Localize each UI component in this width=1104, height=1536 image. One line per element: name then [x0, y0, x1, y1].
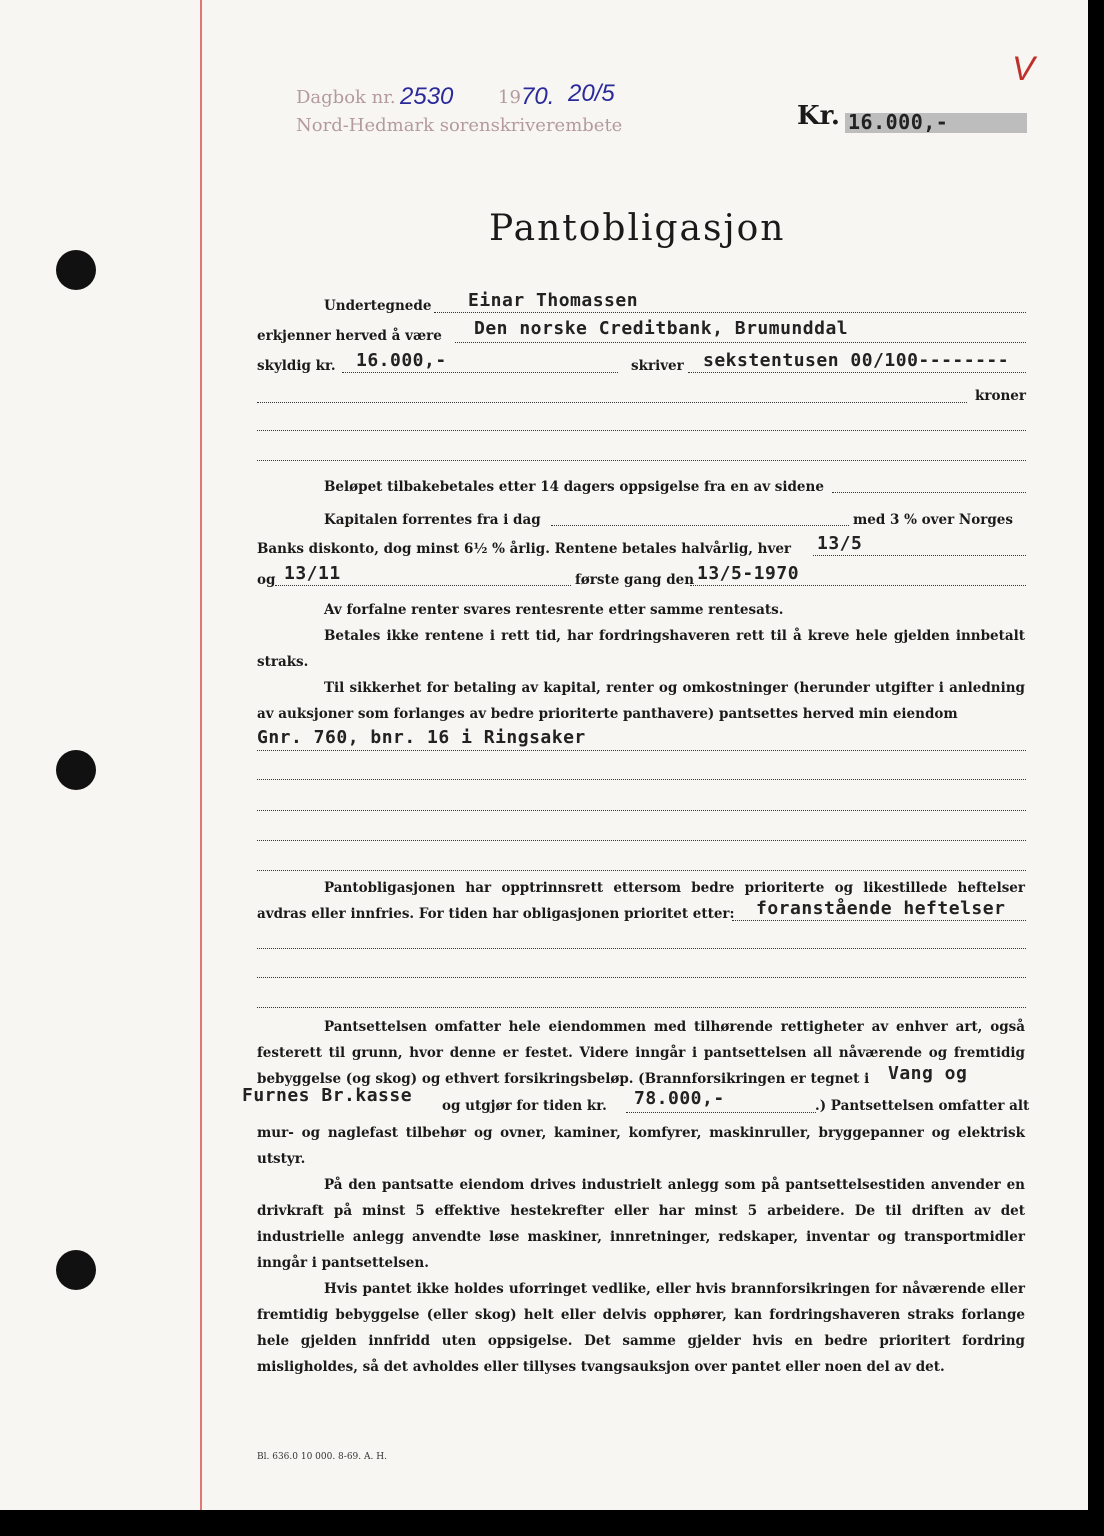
interest-line1-a: Kapitalen forrentes fra i dag	[324, 512, 541, 528]
stamp-date: 20/5	[568, 80, 615, 107]
skyldig-value: 16.000,-	[356, 350, 447, 371]
dotted-line	[257, 977, 1026, 978]
dotted-line	[257, 402, 967, 403]
dotted-line	[626, 1112, 816, 1113]
forste-gang-value: 13/5-1970	[697, 563, 800, 584]
paragraph-omfatter-c: mur- og naglefast tilbehør og ovner, kaminer, komfyrer, maskinruller, bryggepanner og elektrisk utstyr. På den pantsatte eiendom drives industrielt anlegg som på pantsettelsestiden anvender en drivkraft på minst 5 effektive hestekrefter eller har minst 5 arbeidere. De til driften av det industrielle anlegg anvendte løse maskiner, innretninger, redskaper, inventar og transportmidler inngår i pantsettelsen. Hvis pantet ikke holdes uforringet vedlike, eller hvis brannforsikringen for nåværende eller fremtidig bebyggelse (eller skog) helt eller delvis opphører, kan fordringshaveren straks forlange hele gjelden innfridd uten oppsigelse. Det samme gjelder hvis en bedre prioritert fordring misligholdes, så det avholdes eller tillyses tvangsauksjon over pantet eller noen del av det.	[257, 1120, 1025, 1380]
dagbok-label: Dagbok nr.	[296, 87, 396, 108]
kroner-label: kroner	[975, 388, 1026, 404]
dagbok-number: 2530	[400, 83, 454, 110]
interest-line1-b: med 3 % over Norges	[853, 512, 1013, 528]
interest-line2: Banks diskonto, dog minst 6½ % årlig. Rentene betales halvårlig, hver	[257, 541, 792, 557]
insurer-a: Vang og	[888, 1063, 968, 1084]
paragraph-vedlike: Hvis pantet ikke holdes uforringet vedlike, eller hvis brannforsikringen for nåværende eller fremtidig bebyggelse (eller skog) helt eller delvis opphører, kan fordringshaveren straks forlange hele gjelden innfridd uten oppsigelse. Det samme gjelder hvis en bedre prioritert fordring misligholdes, så det avholdes eller tillyses tvangsauksjon over pantet eller noen del av det.	[257, 1281, 1025, 1375]
paragraph-betales: Betales ikke rentene i rett tid, har fordringshaveren rett til å kreve hele gjelden innbetalt straks.	[257, 628, 1025, 670]
page-title: Pantobligasjon	[489, 208, 786, 249]
erkjenner-value: Den norske Creditbank, Brumunddal	[474, 318, 849, 339]
amount-label: Kr.	[797, 101, 840, 131]
punch-hole	[56, 250, 96, 290]
dotted-line	[275, 585, 571, 586]
check-mark: V	[1012, 50, 1035, 88]
dotted-line	[257, 810, 1026, 811]
dotted-line	[257, 779, 1026, 780]
dotted-line	[832, 492, 1026, 493]
omfatter-b: .) Pantsettelsen omfatter alt	[815, 1098, 1030, 1114]
og-label: og	[257, 572, 276, 588]
paragraph-omfatter: Pantsettelsen omfatter hele eiendommen med tilhørende rettigheter av enhver art, også festerett til grunn, hvor denne er festet. Videre inngår i pantsettelsen all nåværende og fremtidig bebyggelse (og skog) og ethvert forsikringsbeløp. (Brannforsikringen er tegnet i	[257, 1019, 1025, 1087]
dotted-line	[257, 840, 1026, 841]
utgjor-label: og utgjør for tiden kr.	[442, 1098, 607, 1114]
interest-date2: 13/11	[284, 563, 341, 584]
dotted-line	[257, 870, 1026, 871]
dotted-line	[257, 1007, 1026, 1008]
dotted-line	[257, 948, 1026, 949]
undertegnede-value: Einar Thomassen	[468, 290, 639, 311]
dotted-line	[732, 920, 1026, 921]
skyldig-label: skyldig kr.	[257, 358, 336, 374]
dotted-line	[813, 555, 1026, 556]
insurer-b: Furnes Br.kasse	[242, 1085, 413, 1106]
year-suffix: 70.	[521, 83, 555, 110]
margin-line	[200, 0, 202, 1510]
utgjor-value: 78.000,-	[634, 1088, 725, 1109]
property-value: Gnr. 760, bnr. 16 i Ringsaker	[257, 727, 586, 748]
dotted-line	[342, 372, 618, 373]
paragraph-opptrinn: Pantobligasjonen har opptrinnsrett ettersom bedre prioriterte og likestillede heftelser avdras eller innfries. For tiden har obligasjonen prioritet etter:	[257, 880, 1025, 922]
interest-date1: 13/5	[817, 533, 863, 554]
forste-gang-label: første gang den	[575, 572, 695, 588]
dotted-line	[688, 372, 1026, 373]
dotted-line	[455, 342, 1026, 343]
paragraph-renter: Av forfalne renter svares rentesrente etter samme rentesats. Betales ikke rentene i rett tid, har fordringshaveren rett til å kreve hele gjelden innbetalt straks. Til sikkerhet for betaling av kapital, renter og omkostninger (herunder utgifter i anledning av auksjoner som forlanges av bedre prioriterte panthavere) pantsettes herved min eiendom	[257, 597, 1025, 727]
amount-value: 16.000,-	[848, 110, 949, 134]
punch-hole	[56, 750, 96, 790]
dotted-line	[257, 750, 1026, 751]
opptrinn-value: foranstående heftelser	[756, 898, 1006, 919]
erkjenner-label: erkjenner herved å være	[257, 328, 442, 344]
paragraph-industri: På den pantsatte eiendom drives industrielt anlegg som på pantsettelsestiden anvender en drivkraft på minst 5 effektive hestekrefter eller har minst 5 arbeidere. De til driften av det industrielle anlegg anvendte løse maskiner, innretninger, redskaper, inventar og transportmidler inngår i pantsettelsen.	[257, 1177, 1025, 1271]
year-prefix: 19	[498, 87, 521, 108]
dotted-line	[690, 585, 1026, 586]
repayment-text: Beløpet tilbakebetales etter 14 dagers oppsigelse fra en av sidene	[324, 479, 824, 495]
dotted-line	[434, 312, 1026, 313]
skriver-label: skriver	[631, 358, 684, 374]
dotted-line	[551, 525, 849, 526]
dotted-line	[257, 460, 1026, 461]
office-name: Nord-Hedmark sorenskriverembete	[296, 115, 623, 136]
skriver-value: sekstentusen 00/100--------	[703, 350, 1010, 371]
dotted-line	[257, 430, 1026, 431]
undertegnede-label: Undertegnede	[324, 298, 432, 314]
punch-hole	[56, 1250, 96, 1290]
paragraph-sikkerhet: Til sikkerhet for betaling av kapital, renter og omkostninger (herunder utgifter i anledning av auksjoner som forlanges av bedre prioriterte panthavere) pantsettes herved min eiendom	[257, 680, 1025, 722]
form-code: Bl. 636.0 10 000. 8-69. A. H.	[257, 1452, 387, 1462]
